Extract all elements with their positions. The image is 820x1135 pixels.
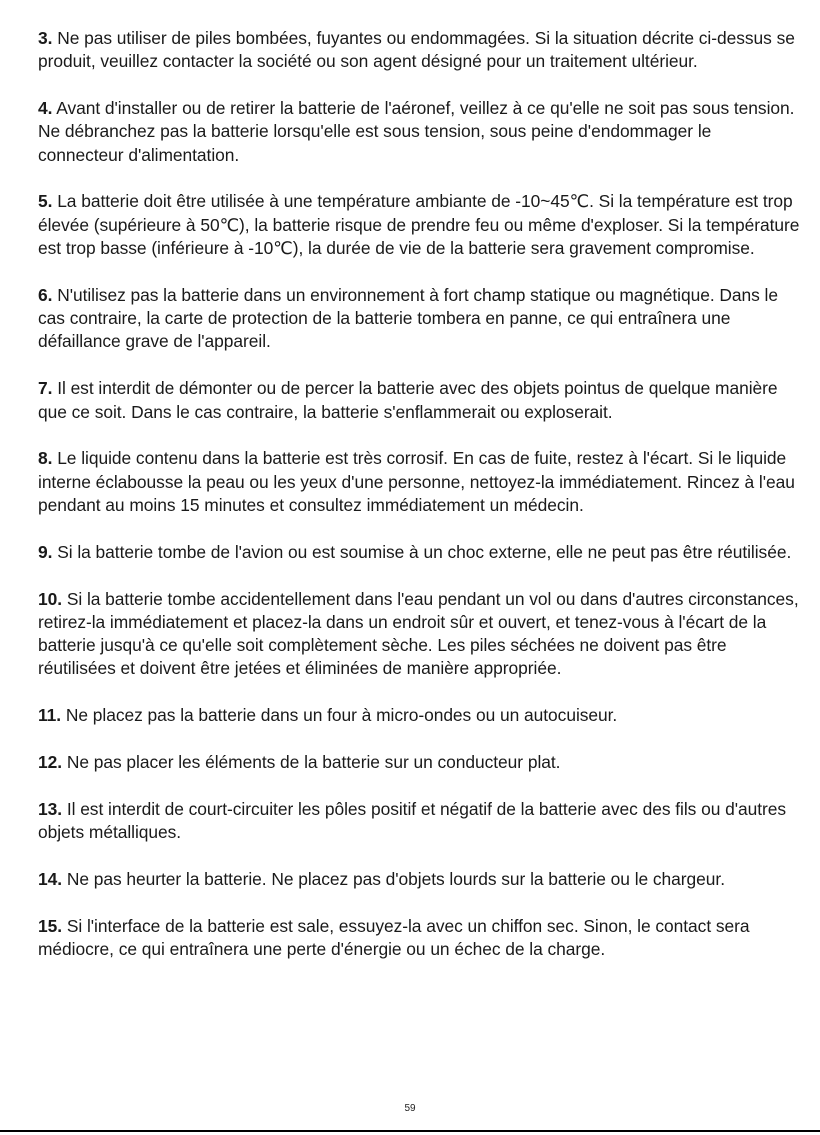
item-text: Si l'interface de la batterie est sale, essuyez-la avec un chiffon sec. Sinon, le contact sera médiocre, ce qui entraînera une perte d'énergie ou un échec de la charge.: [38, 915, 750, 960]
item-text: Avant d'installer ou de retirer la batterie de l'aéronef, veillez à ce qu'elle ne soit pas sous tension. Ne débranchez pas la batterie lorsqu'elle est sous tension, sous peine d'endommager le connecteur d'alimentation.: [38, 98, 795, 165]
item-number: 9.: [38, 541, 53, 562]
item-text: Ne placez pas la batterie dans un four à micro-ondes ou un autocuiseur.: [61, 705, 618, 726]
list-item: [38, 377, 800, 424]
list-item: [38, 915, 800, 962]
list-item: [38, 447, 800, 517]
item-number: 3.: [38, 28, 53, 48]
page-number: 59: [404, 1103, 416, 1114]
item-text: Il est interdit de démonter ou de percer la batterie avec des objets pointus de quelque manière que ce soit. Dans le cas contraire, la batterie s'enflammerait ou exploserait.: [38, 378, 778, 422]
item-text: N'utilisez pas la batterie dans un environnement à fort champ statique ou magnétique. Dans le cas contraire, la carte de protection de la batterie tombera en panne, ce qui entraînera une défaillance grave de l'appareil.: [38, 284, 778, 352]
item-number: 13.: [38, 798, 63, 819]
item-number: 8.: [38, 448, 53, 469]
item-text: Ne pas heurter la batterie. Ne placez pas d'objets lourds sur la batterie ou le chargeur.: [62, 868, 725, 889]
item-text: Ne pas placer les éléments de la batterie sur un conducteur plat.: [62, 752, 561, 773]
item-number: 5.: [38, 191, 53, 212]
list-item: [38, 868, 800, 891]
list-item: [38, 541, 800, 564]
item-text: Il est interdit de court-circuiter les pôles positif et négatif de la batterie avec des fils ou d'autres objets métalliques.: [38, 798, 787, 843]
list-item: [38, 97, 800, 167]
item-number: 7.: [38, 378, 53, 399]
item-number: 6.: [38, 284, 53, 305]
list-item: [38, 27, 800, 74]
item-number: 14.: [38, 868, 63, 889]
list-item: [38, 798, 800, 845]
list-item: [38, 284, 800, 354]
item-number: 11.: [38, 705, 62, 726]
list-item: [38, 704, 800, 727]
bottom-rule: [0, 1130, 820, 1132]
list-item: [38, 751, 800, 774]
item-number: 10.: [38, 588, 63, 609]
document-body: [38, 27, 800, 961]
item-text: Ne pas utiliser de piles bombées, fuyantes ou endommagées. Si la situation décrite ci-dessus se produit, veuillez contacter la société ou son agent désigné pour un traitement ultérieur.: [38, 28, 795, 72]
item-text: Si la batterie tombe de l'avion ou est soumise à un choc externe, elle ne peut pas être réutilisée.: [52, 541, 792, 562]
list-item: [38, 588, 800, 681]
item-number: 15.: [38, 915, 63, 936]
item-number: 12.: [38, 752, 63, 773]
item-text: Le liquide contenu dans la batterie est très corrosif. En cas de fuite, restez à l'écart. Si le liquide interne éclabousse la peau ou les yeux d'une personne, nettoyez-la immédiatement. Rincez à l'eau pendant au moins 15 minutes et consultez immédiatement un médecin.: [38, 448, 795, 515]
list-item: [38, 190, 800, 260]
item-text: La batterie doit être utilisée à une température ambiante de -10~45℃. Si la température est trop élevée (supérieure à 50℃), la batterie risque de prendre feu ou même d'exploser. Si la température est trop basse (inférieure à -10℃), la durée de vie de la batterie sera gravement compromise.: [38, 191, 800, 259]
item-number: 4.: [38, 98, 53, 119]
item-text: Si la batterie tombe accidentellement dans l'eau pendant un vol ou dans d'autres circonstances, retirez-la immédiatement et placez-la dans un endroit sûr et ouvert, et tenez-vous à l'écart de la batterie jusqu'à ce qu'elle soit complètement sèche. Les piles séchées ne doivent pas être réutilisées et doivent être jetées et éliminées de manière appropriée.: [38, 588, 799, 679]
